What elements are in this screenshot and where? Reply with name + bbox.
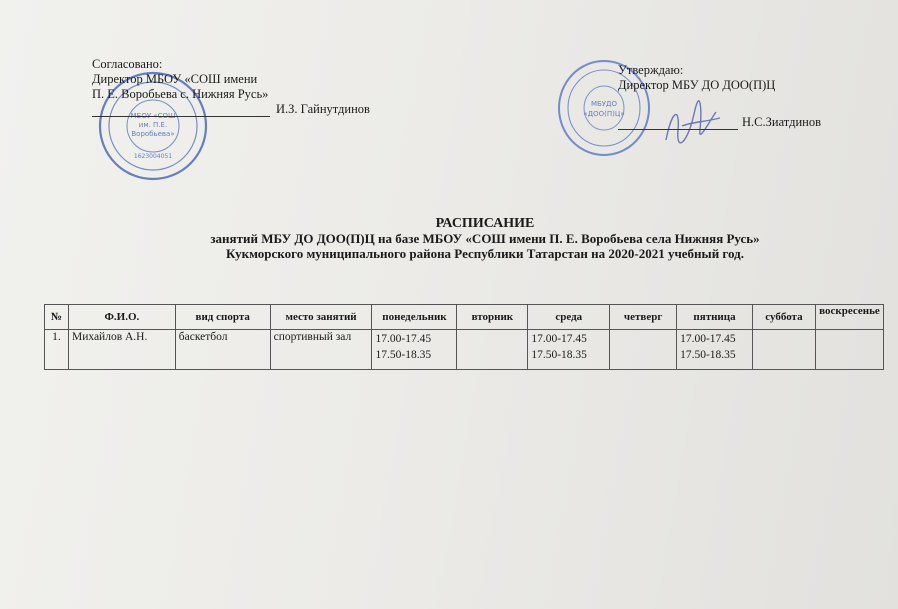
cell-monday xyxy=(372,330,457,370)
time-slot: 17.50-18.35 xyxy=(680,349,736,361)
time-slot: 17.00-17.45 xyxy=(531,333,587,345)
header-name: Ф.И.О. xyxy=(68,305,175,330)
header-num: № xyxy=(45,305,69,330)
approval-right xyxy=(618,63,821,130)
cell-sport: баскетбол xyxy=(175,330,270,370)
approval-right-position: Директор МБУ ДО ДОО(П)Ц xyxy=(618,78,776,92)
svg-text:МБУДО: МБУДО xyxy=(590,100,618,108)
cell-name: Михайлов А.Н. xyxy=(68,330,175,370)
title-line-2: занятий МБУ ДО ДОО(П)Ц на базе МБОУ «СОШ имени П. Е. Воробьева села Нижняя Русь» xyxy=(210,231,760,246)
cell-place: спортивный зал xyxy=(270,330,372,370)
cell-thursday xyxy=(610,330,677,370)
header-place: место занятий xyxy=(270,305,372,330)
header-sunday: воскресенье xyxy=(815,305,883,330)
title-line-3: Кукморского муниципального района Республики Татарстан на 2020-2021 учебный год. xyxy=(226,246,744,261)
table-row xyxy=(45,330,884,370)
approval-left-position: Директор МБОУ «СОШ имени xyxy=(92,72,258,86)
cell-sunday xyxy=(815,330,883,370)
svg-text:им. П.Е.: им. П.Е. xyxy=(138,121,168,129)
svg-text:1623004051: 1623004051 xyxy=(133,153,173,160)
title-main: РАСПИСАНИЕ xyxy=(435,216,535,231)
time-slot: 17.00-17.45 xyxy=(375,333,432,345)
svg-text:Воробьева»: Воробьева» xyxy=(131,130,175,138)
header-sport: вид спорта xyxy=(175,305,270,330)
header-tuesday: вторник xyxy=(457,305,528,330)
table-header-row xyxy=(45,305,884,330)
header-friday: пятница xyxy=(677,305,753,330)
schedule-table xyxy=(44,304,884,370)
cell-wednesday xyxy=(528,330,610,370)
cell-friday xyxy=(677,330,753,370)
cell-num: 1. xyxy=(45,330,69,370)
approval-left-heading: Согласовано: xyxy=(92,57,163,71)
signature-line-right xyxy=(618,117,738,130)
svg-text:«ДОО(П)Ц»: «ДОО(П)Ц» xyxy=(583,110,625,118)
header-saturday: суббота xyxy=(752,305,815,330)
approval-right-heading: Утверждаю: xyxy=(618,63,684,77)
approval-left-signer: И.З. Гайнутдинов xyxy=(276,102,370,116)
time-slot: 17.50-18.35 xyxy=(531,349,587,361)
time-slot: 17.50-18.35 xyxy=(375,349,432,361)
cell-saturday xyxy=(752,330,815,370)
header-monday: понедельник xyxy=(372,305,457,330)
svg-text:МБОУ «СОШ: МБОУ «СОШ xyxy=(130,112,176,120)
approval-left xyxy=(92,57,370,117)
approval-right-signer: Н.С.Зиатдинов xyxy=(742,115,821,129)
header-wednesday: среда xyxy=(528,305,610,330)
cell-tuesday xyxy=(457,330,528,370)
signature-line-left xyxy=(92,104,270,117)
approval-left-school: П. Е. Воробьева с. Нижняя Русь» xyxy=(92,87,269,101)
time-slot: 17.00-17.45 xyxy=(680,333,736,345)
header-thursday: четверг xyxy=(610,305,677,330)
document-title xyxy=(120,216,850,261)
